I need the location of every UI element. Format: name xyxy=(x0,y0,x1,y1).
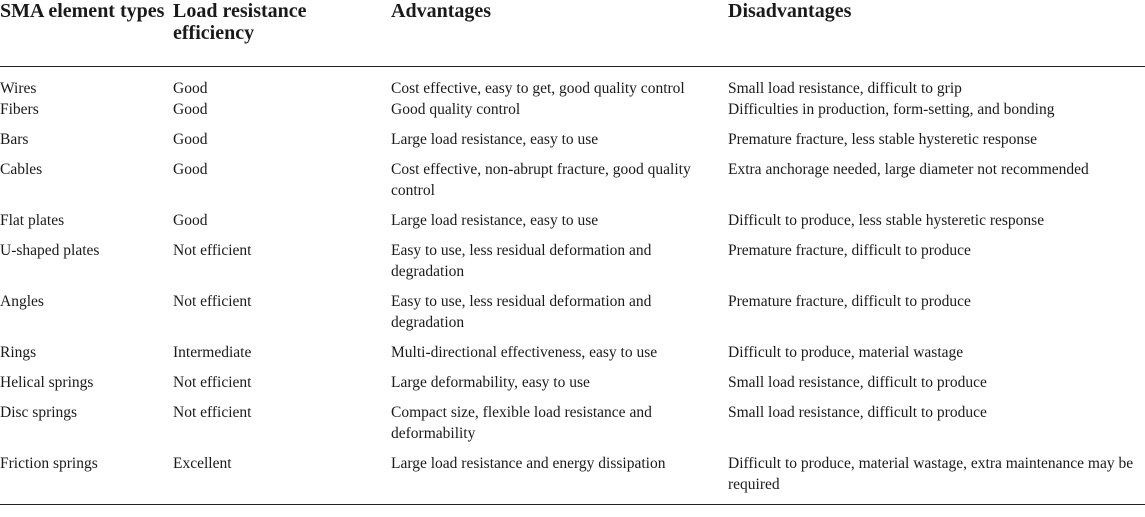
cell-disadvantages: Extra anchorage needed, large diameter not recommended xyxy=(728,161,1089,178)
cell-advantages: Cost effective, easy to get, good quality control xyxy=(391,80,685,97)
header-advantages: Advantages xyxy=(391,0,728,67)
cell-advantages: Compact size, flexible load resistance and deformability xyxy=(391,404,652,442)
table-row xyxy=(0,210,1145,240)
table-row xyxy=(0,372,1145,402)
cell-advantages: Multi-directional effectiveness, easy to use xyxy=(391,344,658,361)
cell-advantages: Large deformability, easy to use xyxy=(391,374,590,391)
cell-disadvantages: Difficulties in production, form-setting, and bonding xyxy=(728,101,1055,118)
cell-advantages: Large load resistance, easy to use xyxy=(391,131,599,148)
cell-element-type: Rings xyxy=(0,344,37,361)
cell-element-type: Angles xyxy=(0,293,44,310)
cell-load-resistance: Intermediate xyxy=(173,344,252,361)
cell-advantages: Cost effective, non-abrupt fracture, good quality control xyxy=(391,161,691,199)
cell-load-resistance: Good xyxy=(173,212,208,229)
cell-load-resistance: Good xyxy=(173,131,208,148)
table-row xyxy=(0,402,1145,453)
table-row xyxy=(0,342,1145,372)
cell-advantages: Easy to use, less residual deformation and degradation xyxy=(391,242,652,280)
cell-disadvantages: Difficult to produce, less stable hysteretic response xyxy=(728,212,1045,229)
cell-element-type: U-shaped plates xyxy=(0,242,100,259)
table-row xyxy=(0,129,1145,159)
cell-load-resistance: Not efficient xyxy=(173,293,252,310)
table-row xyxy=(0,99,1145,129)
cell-advantages: Good quality control xyxy=(391,101,521,118)
cell-disadvantages: Difficult to produce, material wastage, extra maintenance may be required xyxy=(728,453,1145,505)
cell-advantages: Large load resistance and energy dissipation xyxy=(391,453,728,505)
cell-load-resistance: Not efficient xyxy=(173,404,252,421)
cell-load-resistance: Good xyxy=(173,101,208,118)
cell-disadvantages: Difficult to produce, material wastage xyxy=(728,344,964,361)
cell-disadvantages: Premature fracture, difficult to produce xyxy=(728,242,971,259)
cell-disadvantages: Small load resistance, difficult to grip xyxy=(728,80,962,97)
header-disadvantages: Disadvantages xyxy=(728,0,1145,67)
cell-element-type: Disc springs xyxy=(0,404,78,421)
table-row xyxy=(0,453,1145,505)
cell-advantages: Easy to use, less residual deformation and degradation xyxy=(391,293,652,331)
cell-advantages: Large load resistance, easy to use xyxy=(391,212,599,229)
cell-load-resistance: Good xyxy=(173,161,208,178)
cell-element-type: Wires xyxy=(0,80,37,97)
cell-disadvantages: Premature fracture, difficult to produce xyxy=(728,293,971,310)
table-row xyxy=(0,67,1145,100)
cell-element-type: Bars xyxy=(0,131,29,148)
cell-element-type: Friction springs xyxy=(0,453,173,505)
header-load-resistance: Load resistance efficiency xyxy=(173,0,391,67)
cell-load-resistance: Not efficient xyxy=(173,374,252,391)
cell-element-type: Helical springs xyxy=(0,374,94,391)
cell-disadvantages: Premature fracture, less stable hysteretic response xyxy=(728,131,1038,148)
table-row xyxy=(0,240,1145,291)
header-element-type: SMA element types xyxy=(0,0,173,67)
table-row xyxy=(0,291,1145,342)
table-row xyxy=(0,159,1145,210)
cell-element-type: Flat plates xyxy=(0,212,65,229)
cell-load-resistance: Good xyxy=(173,80,208,97)
cell-disadvantages: Small load resistance, difficult to produce xyxy=(728,404,987,421)
table-header-row xyxy=(0,0,1145,67)
cell-element-type: Fibers xyxy=(0,101,39,118)
cell-load-resistance: Not efficient xyxy=(173,242,252,259)
cell-load-resistance: Excellent xyxy=(173,453,391,505)
cell-element-type: Cables xyxy=(0,161,43,178)
cell-disadvantages: Small load resistance, difficult to produce xyxy=(728,374,987,391)
